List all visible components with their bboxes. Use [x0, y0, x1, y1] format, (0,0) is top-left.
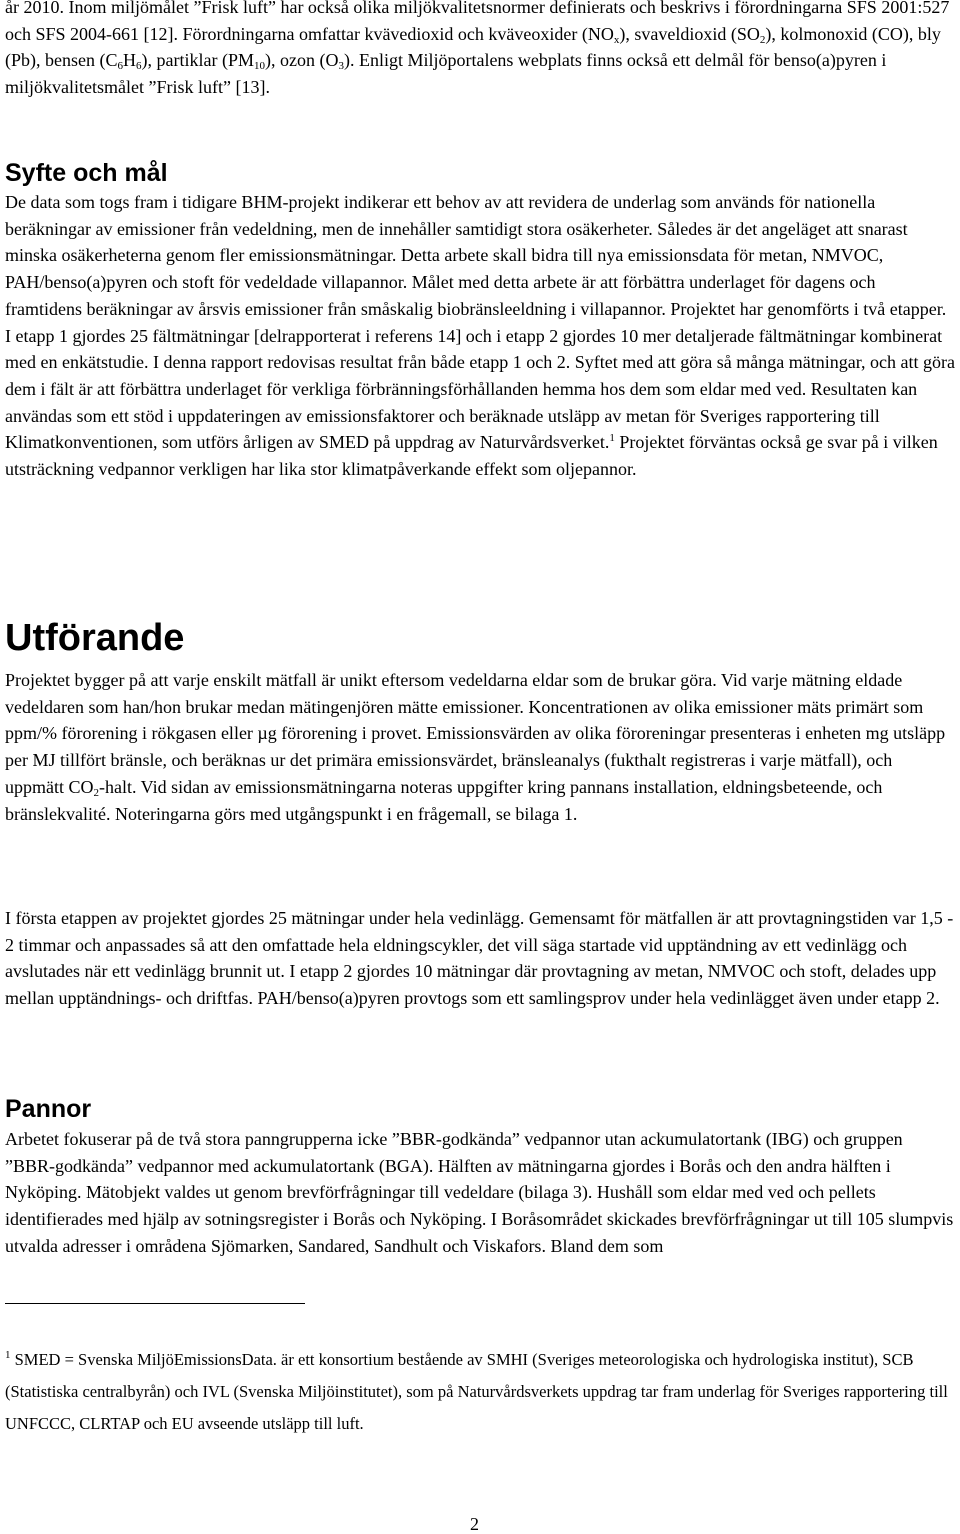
footnote-reference: 1: [609, 432, 615, 445]
utforande-paragraph-1: Projektet bygger på att varje enskilt mätfall är unikt eftersom vedeldarna eldar som de brukar göra. Vid varje mätning eldade vedeldaren som han/hon brukar medan mätingenjören mätte emissioner. Koncentrationen av olika emissioner mäts primärt som ppm/% förorening i rökgasen eller µg förorening i provet. Emissionsvärden av olika föroreningar presenteras i enheten mg utsläpp per MJ tillfört bränsle, och beräknas ur det primära emissionsvärdet, bränsleanalys (fukthalt registreras i varje mätfall), och uppmätt $CO_2$-halt. Vid sidan av emissionsmätningarna noteras uppgifter kring pannans installation, eldningsbeteende, och bränslekvalité. Noteringarna görs med utgångspunkt i en frågemall, se bilaga 1.: [5, 670, 946, 824]
pannor-paragraph: Arbetet fokuserar på de två stora panngrupperna icke ”BBR-godkända” vedpannor utan ackumulatortank (IBG) och gruppen ”BBR-godkända” vedpannor med ackumulatortank (BGA). Hälften av mätningarna gjordes i Borås och den andra hälften i Nyköping. Mätobjekt valdes ut genom brevförfrågningar till vedeldare (bilaga 3). Hushåll som eldar med ved och pellets identifierades med hjälp av sotningsregister i Borås och Nyköping. I Boråsområdet skickades brevförfrågningar ut till 105 slumpvis utvalda adresser i områdena Sjömarken, Sandared, Sandhult och Viskafors. Bland dem som: [5, 1129, 954, 1256]
section-heading-utforande: Utförande: [5, 617, 185, 659]
intro-paragraph: år 2010. Inom miljömålet ”Frisk luft” har också olika miljökvalitetsnormer definierats och beskrivs i förordningarna SFS 2001:527 och SFS 2004-661 [12]. Förordningarna omfattar kvävedioxid och kväveoxider $(NO_x)$, svaveldioxid $(SO_2)$, kolmonoxid (CO), bly (Pb), bensen $(C_6H_6)$, partiklar $(PM_{10})$, ozon $(O_3)$. Enligt Miljöportalens webplats finns också ett delmål för benso(a)pyren i miljökvalitetsmålet ”Frisk luft” [13].: [5, 0, 950, 98]
section-heading-pannor: Pannor: [5, 1095, 92, 1123]
footnote: $^1$ SMED = Svenska MiljöEmissionsData. är ett konsortium bestående av SMHI (Sveriges meteorologiska och hydrologiska institut), SCB (Statistiska centralbyrån) och IVL (Svenska Miljöinstitutet), som på Naturvårdsverkets uppdrag tar fram underlag för Sveriges rapportering till UNFCCC, CLRTAP och EU avseende utsläpp till luft.: [5, 1349, 948, 1433]
syfte-paragraph: De data som togs fram i tidigare BHM-projekt indikerar ett behov av att revidera de underlag som används för nationella beräkningar av emissioner från vedeldning, men de innehåller samtidigt stora osäkerheter. Således är det angeläget att snarast minska osäkerheterna genom fler emissionsmätningar. Detta arbete skall bidra till nya emissionsdata för metan, NMVOC, PAH/benso(a)pyren och stoft för vedeldade villapannor. Målet med detta arbete är att förbättra underlaget för dagens och framtidens beräkningar av årsvis emissioner från småskalig biobränsleeldning i villapannor. Projektet har genomförts i två etapper. I etapp 1 gjordes 25 fältmätningar [delrapporterat i referens 14] och i etapp 2 gjordes 10 mer detaljerade fältmätningar kombinerat med en enkätstudie. I denna rapport redovisas resultat från både etapp 1 och 2. Syftet med att göra så många mätningar, och att göra dem i fält är att förbättra underlaget för verkliga förbränningsförhållanden hemma hos dem som eldar med ved. Resultaten kan användas som ett stöd i uppdateringen av emissionsfaktorer och beräknade utsläpp av metan för Sveriges rapportering till Klimatkonventionen, som utförs årligen av SMED på uppdrag av Naturvårdsverket.$^1$ Projektet förväntas också ge svar på i vilken utsträckning vedpannor verkligen har lika stor klimatpåverkande effekt som oljepannor.: [5, 192, 955, 480]
utforande-paragraph-2: I första etappen av projektet gjordes 25 mätningar under hela vedinlägg. Gemensamt för mätfallen är att provtagningstiden var 1,5 - 2 timmar och anpassades så att den omfattade hela eldningscykler, det vill säga startade vid upptändning av ett vedinlägg och avslutades när ett vedinlägg brunnit ut. I etapp 2 gjordes 10 mätningar där provtagning av metan, NMVOC och stoft, delades upp mellan upptändnings- och driftfas. PAH/benso(a)pyren provtogs som ett samlingsprov under hela vedinlägget även under etapp 2.: [5, 908, 954, 1009]
section-heading-syfte: Syfte och mål: [5, 159, 168, 187]
footnote-number: 1: [5, 1349, 11, 1361]
page-number: 2: [470, 1514, 479, 1534]
footnote-divider: [5, 1303, 305, 1304]
